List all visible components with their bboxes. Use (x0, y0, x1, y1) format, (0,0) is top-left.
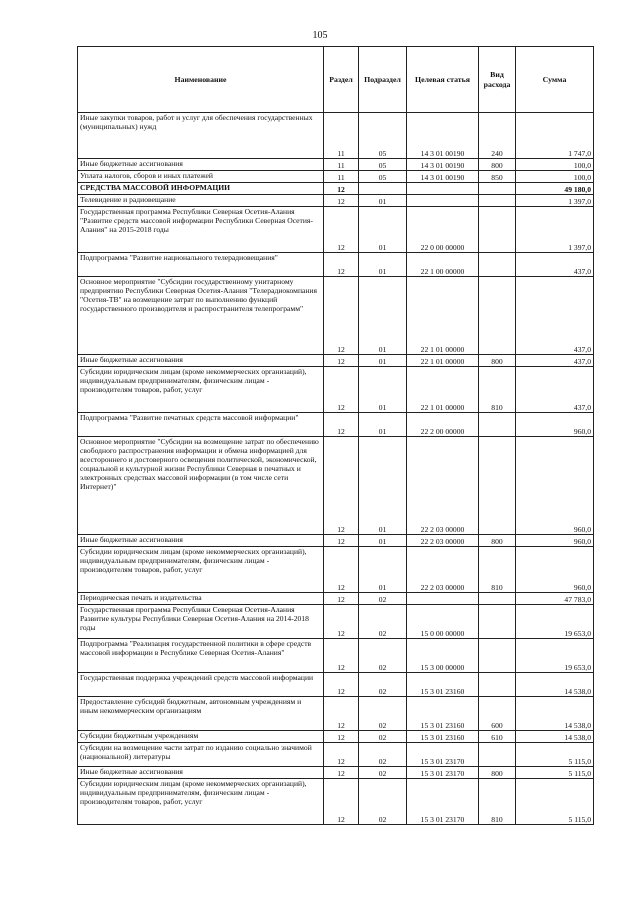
cell-target (407, 593, 479, 605)
cell-section: 12 (324, 639, 359, 673)
table-row (78, 183, 594, 195)
cell-expense-type: 800 (479, 767, 516, 779)
cell-name: Иные закупки товаров, работ и услуг для обеспечения государственных (муниципальных) нужд (78, 113, 324, 159)
cell-subsection: 01 (359, 195, 407, 207)
cell-target: 22 1 01 00000 (407, 277, 479, 355)
cell-amount: 437,0 (516, 367, 594, 413)
cell-name: Периодическая печать и издательства (78, 593, 324, 605)
cell-amount: 960,0 (516, 437, 594, 535)
cell-section: 12 (324, 605, 359, 639)
cell-target: 22 1 01 00000 (407, 355, 479, 367)
cell-name: Основное мероприятие "Субсидии на возмещение затрат по обеспечению свободного распространения информации и обмена информацией для всестороннего и достоверного освещения политической, экономической, социальной и культурной жизни Республики Северная в печатных и электронных средствах массовой информации (в том числе сети Интернет)" (78, 437, 324, 535)
cell-section: 12 (324, 207, 359, 253)
cell-target: 22 1 00 00000 (407, 253, 479, 277)
cell-section: 12 (324, 731, 359, 743)
header-subsection: Подраздел (359, 47, 407, 113)
cell-amount: 49 180,0 (516, 183, 594, 195)
cell-subsection: 01 (359, 277, 407, 355)
cell-expense-type: 850 (479, 171, 516, 183)
cell-expense-type (479, 195, 516, 207)
table-row (78, 731, 594, 743)
cell-amount: 100,0 (516, 171, 594, 183)
cell-target (407, 183, 479, 195)
cell-target: 22 2 03 00000 (407, 547, 479, 593)
cell-section: 12 (324, 779, 359, 825)
cell-expense-type: 810 (479, 547, 516, 593)
cell-section: 12 (324, 253, 359, 277)
cell-name: Подпрограмма "Развитие национального телерадиовещания" (78, 253, 324, 277)
cell-target: 22 1 01 00000 (407, 367, 479, 413)
cell-expense-type (479, 605, 516, 639)
cell-subsection: 02 (359, 593, 407, 605)
cell-amount: 14 538,0 (516, 731, 594, 743)
cell-section: 12 (324, 367, 359, 413)
cell-name: Государственная поддержка учреждений средств массовой информации (78, 673, 324, 697)
cell-name: Иные бюджетные ассигнования (78, 355, 324, 367)
cell-section: 12 (324, 437, 359, 535)
cell-target: 15 3 01 23170 (407, 743, 479, 767)
cell-subsection: 02 (359, 673, 407, 697)
table-row (78, 277, 594, 355)
cell-section: 11 (324, 113, 359, 159)
cell-subsection: 02 (359, 731, 407, 743)
cell-expense-type: 240 (479, 113, 516, 159)
table-row (78, 605, 594, 639)
cell-name: Субсидии юридическим лицам (кроме некоммерческих организаций), индивидуальным предпринимателям, физическим лицам - производителям товаров, работ, услуг (78, 367, 324, 413)
header-expense-type: Вид расхода (479, 47, 516, 113)
cell-subsection: 05 (359, 113, 407, 159)
cell-name: Субсидии юридическим лицам (кроме некоммерческих организаций), индивидуальным предпринимателям, физическим лицам - производителям товаров, работ, услуг (78, 547, 324, 593)
cell-section: 11 (324, 159, 359, 171)
cell-section: 12 (324, 183, 359, 195)
cell-expense-type (479, 639, 516, 673)
table-row (78, 253, 594, 277)
cell-expense-type (479, 413, 516, 437)
table-row (78, 367, 594, 413)
cell-name: Предоставление субсидий бюджетным, автономным учреждениям и иным некоммерческим организациям (78, 697, 324, 731)
cell-expense-type (479, 673, 516, 697)
cell-name: Субсидии юридическим лицам (кроме некоммерческих организаций), индивидуальным предпринимателям, физическим лицам - производителям товаров, работ, услуг (78, 779, 324, 825)
cell-name: СРЕДСТВА МАССОВОЙ ИНФОРМАЦИИ (78, 183, 324, 195)
cell-subsection: 02 (359, 779, 407, 825)
cell-subsection: 05 (359, 159, 407, 171)
cell-expense-type: 810 (479, 779, 516, 825)
cell-target: 22 0 00 00000 (407, 207, 479, 253)
cell-section: 12 (324, 697, 359, 731)
cell-subsection (359, 183, 407, 195)
cell-amount: 1 747,0 (516, 113, 594, 159)
cell-target: 15 3 01 23170 (407, 767, 479, 779)
cell-expense-type (479, 253, 516, 277)
cell-section: 12 (324, 673, 359, 697)
table-row (78, 547, 594, 593)
budget-table (77, 46, 594, 825)
cell-section: 12 (324, 195, 359, 207)
cell-subsection: 01 (359, 355, 407, 367)
cell-amount: 960,0 (516, 413, 594, 437)
cell-target: 22 2 00 00000 (407, 413, 479, 437)
cell-section: 11 (324, 171, 359, 183)
cell-section: 12 (324, 355, 359, 367)
cell-name: Государственная программа Республики Северная Осетия-Алания Развитие культуры Республики Северная Осетия-Алания на 2014-2018 годы (78, 605, 324, 639)
cell-name: Уплата налогов, сборов и иных платежей (78, 171, 324, 183)
table-row (78, 207, 594, 253)
cell-name: Основное мероприятие "Субсидии государственному унитарному предприятию Республики Северная Осетия-Алания "Телерадиокомпания "Осетия-ТВ" на возмещение затрат по выполнению функций государственного производителя и распространителя телепрограмм" (78, 277, 324, 355)
cell-name: Подпрограмма "Реализация государственной политики в сфере средств массовой информации в Республике Северная Осетия-Алания" (78, 639, 324, 673)
cell-target: 14 3 01 00190 (407, 159, 479, 171)
header-name: Наименование (78, 47, 324, 113)
cell-name: Телевидение и радиовещание (78, 195, 324, 207)
cell-amount: 47 783,0 (516, 593, 594, 605)
table-row (78, 413, 594, 437)
cell-amount: 1 397,0 (516, 207, 594, 253)
cell-subsection: 02 (359, 743, 407, 767)
cell-subsection: 05 (359, 171, 407, 183)
header-target: Целевая статья (407, 47, 479, 113)
cell-name: Иные бюджетные ассигнования (78, 767, 324, 779)
cell-subsection: 01 (359, 535, 407, 547)
cell-amount: 437,0 (516, 355, 594, 367)
cell-subsection: 01 (359, 253, 407, 277)
cell-amount: 960,0 (516, 535, 594, 547)
cell-amount: 437,0 (516, 253, 594, 277)
table-row (78, 437, 594, 535)
cell-section: 12 (324, 743, 359, 767)
cell-subsection: 01 (359, 437, 407, 535)
cell-target: 14 3 01 00190 (407, 171, 479, 183)
table-row (78, 639, 594, 673)
cell-expense-type: 800 (479, 535, 516, 547)
cell-subsection: 02 (359, 697, 407, 731)
cell-target: 15 3 00 00000 (407, 639, 479, 673)
cell-subsection: 02 (359, 639, 407, 673)
cell-amount: 1 397,0 (516, 195, 594, 207)
cell-amount: 19 653,0 (516, 605, 594, 639)
cell-name: Субсидии на возмещение части затрат по изданию социально значимой (национальной) литературы (78, 743, 324, 767)
cell-expense-type (479, 437, 516, 535)
table-row (78, 593, 594, 605)
cell-name: Субсидии бюджетным учреждениям (78, 731, 324, 743)
table-row (78, 355, 594, 367)
cell-subsection: 02 (359, 605, 407, 639)
cell-amount: 5 115,0 (516, 779, 594, 825)
header-amount: Сумма (516, 47, 594, 113)
cell-expense-type (479, 593, 516, 605)
table-row (78, 697, 594, 731)
cell-amount: 14 538,0 (516, 697, 594, 731)
table-row (78, 779, 594, 825)
cell-section: 12 (324, 413, 359, 437)
cell-subsection: 01 (359, 547, 407, 593)
cell-name: Иные бюджетные ассигнования (78, 159, 324, 171)
cell-amount: 5 115,0 (516, 743, 594, 767)
table-row (78, 195, 594, 207)
cell-target: 15 3 01 23160 (407, 731, 479, 743)
header-section: Раздел (324, 47, 359, 113)
cell-expense-type (479, 207, 516, 253)
cell-amount: 100,0 (516, 159, 594, 171)
table-row (78, 113, 594, 159)
cell-expense-type (479, 277, 516, 355)
cell-expense-type: 800 (479, 355, 516, 367)
cell-subsection: 01 (359, 367, 407, 413)
cell-target (407, 195, 479, 207)
cell-section: 12 (324, 535, 359, 547)
cell-target: 15 3 01 23170 (407, 779, 479, 825)
table-row (78, 171, 594, 183)
cell-subsection: 01 (359, 207, 407, 253)
table-row (78, 535, 594, 547)
cell-subsection: 01 (359, 413, 407, 437)
cell-section: 12 (324, 767, 359, 779)
cell-target: 22 2 03 00000 (407, 535, 479, 547)
cell-expense-type: 600 (479, 697, 516, 731)
table-header-row (78, 47, 594, 113)
cell-name: Подпрограмма "Развитие печатных средств массовой информации" (78, 413, 324, 437)
table-row (78, 767, 594, 779)
cell-expense-type: 810 (479, 367, 516, 413)
cell-target: 14 3 01 00190 (407, 113, 479, 159)
cell-target: 15 0 00 00000 (407, 605, 479, 639)
cell-subsection: 02 (359, 767, 407, 779)
cell-amount: 14 538,0 (516, 673, 594, 697)
table-row (78, 159, 594, 171)
cell-section: 12 (324, 547, 359, 593)
cell-target: 15 3 01 23160 (407, 673, 479, 697)
cell-target: 22 2 03 00000 (407, 437, 479, 535)
cell-expense-type (479, 743, 516, 767)
cell-name: Государственная программа Республики Северная Осетия-Алания "Развитие средств массовой информации Республики Северная Осетия-Алания" на 2015-2018 годы (78, 207, 324, 253)
cell-target: 15 3 01 23160 (407, 697, 479, 731)
cell-amount: 437,0 (516, 277, 594, 355)
cell-amount: 960,0 (516, 547, 594, 593)
cell-amount: 19 653,0 (516, 639, 594, 673)
page-number: 105 (312, 30, 328, 41)
table-body (78, 113, 594, 825)
cell-name: Иные бюджетные ассигнования (78, 535, 324, 547)
cell-section: 12 (324, 277, 359, 355)
cell-amount: 5 115,0 (516, 767, 594, 779)
cell-section: 12 (324, 593, 359, 605)
cell-expense-type: 800 (479, 159, 516, 171)
table-row (78, 743, 594, 767)
table-row (78, 673, 594, 697)
cell-expense-type (479, 183, 516, 195)
cell-expense-type: 610 (479, 731, 516, 743)
